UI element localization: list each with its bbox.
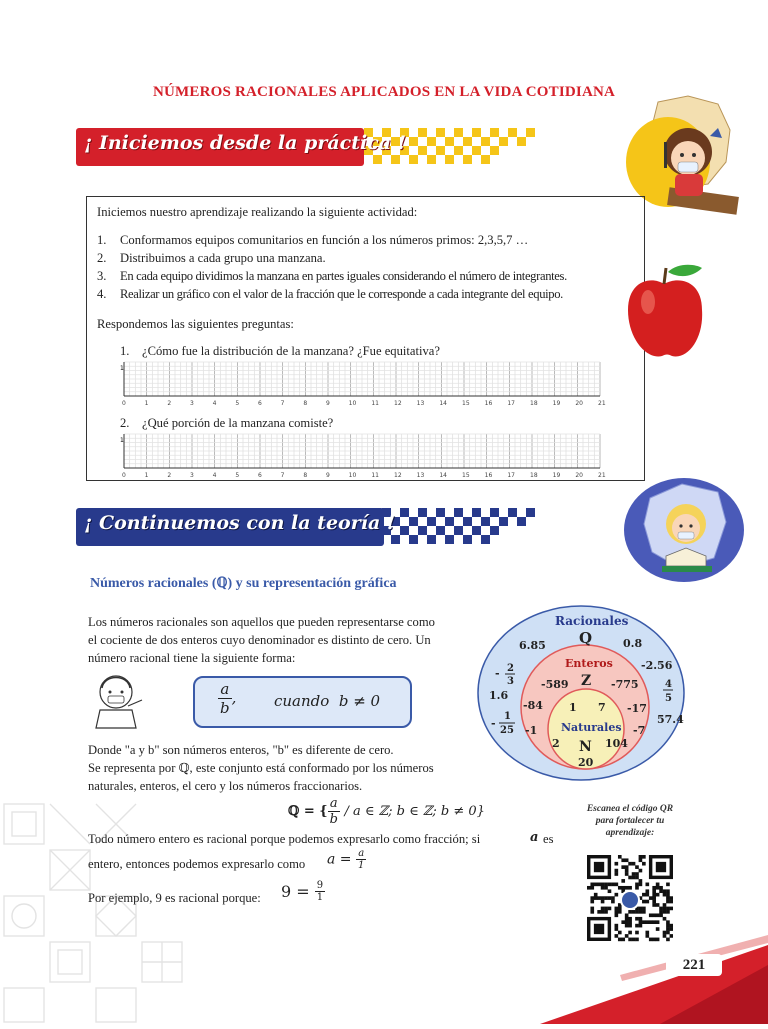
ruler-tick-label: 12 xyxy=(394,472,402,479)
step-text: Distribuimos a cada grupo una manzana. xyxy=(120,251,326,265)
venn-naturals-symbol: N xyxy=(579,739,592,755)
checker-cell xyxy=(418,155,427,164)
checker-cell xyxy=(391,155,400,164)
ruler-tick-label: 1 xyxy=(144,400,149,407)
theory-paragraph-line: Los números racionales son aquellos que pueden representarse como xyxy=(88,615,435,629)
decorative-pattern xyxy=(0,800,190,1024)
venn-value: 6.85 xyxy=(519,639,546,652)
checker-cell xyxy=(454,146,463,155)
venn-integers-symbol: Z xyxy=(581,673,592,689)
venn-naturals-label: Naturales xyxy=(561,721,622,734)
checker-cell xyxy=(454,155,463,164)
checker-cell xyxy=(463,137,472,146)
checker-cell xyxy=(436,535,445,544)
checker-cell xyxy=(472,535,481,544)
checker-cell xyxy=(454,535,463,544)
checker-cell xyxy=(499,517,508,526)
checker-cell xyxy=(409,526,418,535)
ruler-tick-label: 19 xyxy=(552,472,561,479)
ruler-tick-label: 15 xyxy=(462,472,470,479)
step-num: 1. xyxy=(97,233,107,247)
ruler-tick-label: 0 xyxy=(122,472,126,479)
respond-text: Respondemos las siguientes preguntas: xyxy=(97,317,294,331)
integer-as-fraction xyxy=(327,848,366,871)
ruler-tick-label: 18 xyxy=(530,400,538,407)
venn-fraction-denominator: 5 xyxy=(665,693,672,704)
checker-cell xyxy=(472,128,481,137)
checker-cell xyxy=(427,137,436,146)
ruler-tick-label: 15 xyxy=(462,400,470,407)
checker-cell xyxy=(400,526,409,535)
checker-cell xyxy=(436,128,445,137)
checker-cell xyxy=(526,517,535,526)
theory-paragraph-line: Todo número entero es racional porque podemos expresarlo como fracción; si xyxy=(88,832,481,846)
checker-cell xyxy=(490,155,499,164)
checker-cell xyxy=(400,155,409,164)
checker-cell xyxy=(409,508,418,517)
checker-cell xyxy=(454,508,463,517)
checker-cell xyxy=(535,155,544,164)
set-definition-numerator: a xyxy=(328,796,340,812)
checker-cell xyxy=(472,508,481,517)
checker-cell xyxy=(535,517,544,526)
checker-cell xyxy=(472,517,481,526)
checker-cell xyxy=(508,508,517,517)
checker-cell xyxy=(517,146,526,155)
checker-cell xyxy=(427,517,436,526)
checker-cell xyxy=(418,128,427,137)
question-num: 2. xyxy=(120,416,130,430)
step-text: Realizar un gráfico con el valor de la fracción que le corresponde a cada integrante del equipo. xyxy=(120,287,563,301)
checker-cell xyxy=(427,535,436,544)
ruler-tick-label: 12 xyxy=(394,400,402,407)
checker-cell xyxy=(445,526,454,535)
ruler-tick-label: 3 xyxy=(190,472,194,479)
ruler-tick-label: 18 xyxy=(530,472,538,479)
theory-paragraph-line: el cociente de dos enteros cuyo denominador es distinto de cero. Un xyxy=(88,633,431,647)
checker-cell xyxy=(508,517,517,526)
example-equation-denominator: 1 xyxy=(316,892,324,903)
theory-paragraph-line: número racional tiene la siguiente forma: xyxy=(88,651,296,665)
venn-value: 57.4 xyxy=(657,713,684,726)
checker-cell xyxy=(490,526,499,535)
checker-cell xyxy=(481,137,490,146)
checker-cell xyxy=(490,508,499,517)
ruler-tick-label: 5 xyxy=(235,400,240,407)
ruler-y-label: 1 xyxy=(120,437,124,444)
theory-paragraph-line: Se representa por ℚ, este conjunto está conformado por los números xyxy=(88,761,434,775)
checker-cell xyxy=(481,535,490,544)
ruler-tick-label: 14 xyxy=(439,400,447,407)
checker-cell xyxy=(409,517,418,526)
page-number: 221 xyxy=(666,954,722,976)
rational-form-comma: , xyxy=(231,688,237,707)
checker-cell xyxy=(445,155,454,164)
step-num: 3. xyxy=(97,269,107,283)
integer-as-fraction-lhs: a = xyxy=(327,851,352,868)
venn-value: 7 xyxy=(598,701,606,714)
theory-heading: Números racionales (ℚ) y su representación gráfica xyxy=(90,576,397,591)
checker-cell xyxy=(463,128,472,137)
checker-cell xyxy=(463,526,472,535)
checker-cell xyxy=(490,146,499,155)
set-definition-rhs: / a ∈ ℤ; b ∈ ℤ; b ≠ 0} xyxy=(344,804,485,819)
checker-cell xyxy=(526,137,535,146)
checker-cell xyxy=(535,128,544,137)
checker-cell xyxy=(481,146,490,155)
checker-cell xyxy=(418,137,427,146)
ruler-tick-label: 11 xyxy=(371,400,379,407)
checker-cell xyxy=(499,128,508,137)
ruler-tick-label: 11 xyxy=(371,472,379,479)
step-text: Conformamos equipos comunitarios en función a los números primos: 2,3,5,7 … xyxy=(120,233,529,247)
checker-cell xyxy=(436,137,445,146)
checker-cell xyxy=(508,155,517,164)
checker-cell xyxy=(508,137,517,146)
checker-cell xyxy=(382,155,391,164)
ruler-tick-label: 16 xyxy=(484,472,493,479)
set-definition xyxy=(288,796,485,827)
checker-cell xyxy=(436,155,445,164)
checker-cell xyxy=(445,535,454,544)
checker-cell xyxy=(400,535,409,544)
rational-form-denominator: b xyxy=(220,699,230,717)
checker-cell xyxy=(535,535,544,544)
checker-cell xyxy=(499,508,508,517)
checker-cell xyxy=(508,535,517,544)
venn-value: 1.6 xyxy=(489,689,509,702)
apple-illustration xyxy=(622,262,708,362)
checker-cell xyxy=(481,508,490,517)
rational-form-numerator: a xyxy=(218,680,232,699)
ruler-tick-label: 21 xyxy=(598,472,606,479)
checker-cell xyxy=(499,526,508,535)
ruler-tick-label: 20 xyxy=(575,472,583,479)
checker-cell xyxy=(409,146,418,155)
checker-cell xyxy=(463,146,472,155)
banner-theory-text: ¡ Continuemos con la teoría ! xyxy=(84,512,396,534)
checker-cell xyxy=(508,146,517,155)
checker-cell xyxy=(427,146,436,155)
checker-cell xyxy=(463,155,472,164)
girl-reading-illustration xyxy=(622,474,746,586)
ruler-tick-label: 1 xyxy=(144,472,149,479)
checker-cell xyxy=(517,128,526,137)
venn-rationals-label: Racionales xyxy=(555,614,629,628)
venn-value: 0.8 xyxy=(623,637,643,650)
checker-cell xyxy=(382,535,391,544)
venn-value: -2.56 xyxy=(641,659,673,672)
theory-paragraph-line: naturales, enteros, el cero y los números fraccionarios. xyxy=(88,779,363,793)
venn-fraction-denominator: 3 xyxy=(507,676,514,687)
checker-cell xyxy=(490,137,499,146)
example-equation-numerator: 9 xyxy=(316,880,324,891)
checker-cell xyxy=(418,526,427,535)
venn-value: 2 xyxy=(552,737,560,750)
example-equation xyxy=(281,880,325,903)
checker-cell xyxy=(373,155,382,164)
checker-cell xyxy=(445,137,454,146)
checker-cell xyxy=(454,128,463,137)
theory-paragraph-line: Donde "a y b" son números enteros, "b" es diferente de cero. xyxy=(88,743,394,757)
ruler-tick-label: 6 xyxy=(258,472,262,479)
venn-fraction-sign: - xyxy=(491,717,496,730)
venn-integers-label: Enteros xyxy=(565,657,613,670)
venn-value: 104 xyxy=(605,737,628,750)
checker-cell xyxy=(409,128,418,137)
checker-cell xyxy=(427,155,436,164)
question-text: ¿Qué porción de la manzana comiste? xyxy=(142,416,334,430)
rational-form xyxy=(218,680,236,717)
checker-cell xyxy=(427,508,436,517)
banner-theory xyxy=(76,508,536,546)
banner-practice-text: ¡ Iniciemos desde la práctica ! xyxy=(84,132,407,154)
ruler-tick-label: 0 xyxy=(122,400,126,407)
checker-cell xyxy=(490,128,499,137)
venn-value: -84 xyxy=(523,699,543,712)
checker-cell xyxy=(499,535,508,544)
checker-cell xyxy=(517,137,526,146)
ruler-tick-label: 20 xyxy=(575,400,583,407)
venn-value: -589 xyxy=(541,678,569,691)
checker-cell xyxy=(472,146,481,155)
ruler-tick-label: 21 xyxy=(598,400,606,407)
ruler-tick-label: 14 xyxy=(439,472,447,479)
checker-cell xyxy=(445,146,454,155)
activity-intro: Iniciemos nuestro aprendizaje realizando la siguiente actividad: xyxy=(97,205,418,219)
checker-cell xyxy=(463,517,472,526)
venn-value: -775 xyxy=(611,678,639,691)
venn-fraction-numerator: 1 xyxy=(504,711,511,722)
venn-value: 1 xyxy=(569,701,577,714)
venn-rationals-symbol: Q xyxy=(579,629,593,647)
checker-cell xyxy=(418,517,427,526)
checker-cell xyxy=(463,535,472,544)
checker-cell xyxy=(490,535,499,544)
integer-variable: a xyxy=(530,830,539,845)
integer-as-fraction-denominator: 1 xyxy=(357,860,365,871)
venn-fraction-sign: - xyxy=(495,667,500,680)
checker-cell xyxy=(499,146,508,155)
checker-cell xyxy=(517,517,526,526)
checker-cell xyxy=(499,155,508,164)
ruler-tick-label: 17 xyxy=(507,400,515,407)
ruler-tick-label: 17 xyxy=(507,472,515,479)
checker-cell xyxy=(481,155,490,164)
checker-cell xyxy=(472,526,481,535)
checker-cell xyxy=(526,155,535,164)
ruler-tick-label: 16 xyxy=(484,400,493,407)
page-corner-decoration xyxy=(500,935,768,1024)
checker-cell xyxy=(427,526,436,535)
venn-value: 20 xyxy=(578,756,594,769)
checker-cell xyxy=(436,508,445,517)
checker-cell xyxy=(481,526,490,535)
checker-cell xyxy=(481,128,490,137)
checker-cell xyxy=(409,535,418,544)
checker-cell xyxy=(526,508,535,517)
example-equation-lhs: 9 = xyxy=(281,882,310,901)
venn-value: -7 xyxy=(633,724,646,737)
example-text: Por ejemplo, 9 es racional porque: xyxy=(88,891,261,905)
page-title: NÚMEROS RACIONALES APLICADOS EN LA VIDA COTIDIANA xyxy=(152,84,616,100)
checker-cell xyxy=(400,508,409,517)
checker-cell xyxy=(526,535,535,544)
checker-cell xyxy=(526,146,535,155)
ruler-tick-label: 8 xyxy=(303,400,308,407)
checker-cell xyxy=(517,508,526,517)
checker-cell xyxy=(472,137,481,146)
checker-cell xyxy=(364,155,373,164)
step-num: 4. xyxy=(97,287,107,301)
checker-cell xyxy=(436,526,445,535)
checker-cell xyxy=(508,526,517,535)
ruler-tick-label: 2 xyxy=(167,472,172,479)
qr-label: Escanea el código QR para fortalecer tu aprendizaje: xyxy=(586,804,674,838)
ruler-tick-label: 3 xyxy=(190,400,194,407)
checker-cell xyxy=(418,146,427,155)
question-text: ¿Cómo fue la distribución de la manzana? ¿Fue equitativa? xyxy=(142,344,440,358)
ruler-tick-label: 7 xyxy=(280,472,285,479)
venn-diagram xyxy=(475,603,687,783)
checker-cell xyxy=(427,128,436,137)
ruler-tick-label: 10 xyxy=(348,472,357,479)
banner-practice xyxy=(76,128,496,166)
checker-cell xyxy=(508,128,517,137)
ruler-tick-label: 5 xyxy=(235,472,240,479)
checker-cell xyxy=(445,508,454,517)
checker-cell xyxy=(517,526,526,535)
venn-fraction-numerator: 2 xyxy=(507,663,514,674)
set-definition-lhs: ℚ = { xyxy=(288,804,328,819)
ruler-tick-label: 4 xyxy=(212,472,217,479)
set-definition-denominator: b xyxy=(329,812,338,827)
checker-cell xyxy=(454,517,463,526)
ruler-tick-label: 4 xyxy=(212,400,217,407)
question-num: 1. xyxy=(120,344,130,358)
ruler-y-label: 1 xyxy=(120,365,124,372)
checker-cell xyxy=(463,508,472,517)
answer-grid-2 xyxy=(120,432,610,482)
ruler-tick-label: 10 xyxy=(348,400,357,407)
ruler-tick-label: 2 xyxy=(167,400,172,407)
step-num: 2. xyxy=(97,251,107,265)
theory-paragraph-word: es xyxy=(543,832,554,846)
rational-form-condition: cuando b ≠ 0 xyxy=(274,692,381,710)
ruler-tick-label: 19 xyxy=(552,400,561,407)
checker-cell xyxy=(490,517,499,526)
checker-cell xyxy=(526,128,535,137)
checker-cell xyxy=(481,517,490,526)
venn-fraction-denominator: 25 xyxy=(500,725,514,736)
checker-cell xyxy=(535,508,544,517)
ruler-tick-label: 9 xyxy=(326,400,330,407)
ruler-tick-label: 6 xyxy=(258,400,262,407)
kid-thinking-illustration xyxy=(88,670,148,732)
checker-cell xyxy=(409,137,418,146)
venn-fraction-numerator: 4 xyxy=(665,679,672,690)
venn-value: -17 xyxy=(627,702,647,715)
ruler-tick-label: 8 xyxy=(303,472,308,479)
checker-cell xyxy=(391,535,400,544)
venn-value: -1 xyxy=(525,724,538,737)
checker-cell xyxy=(517,155,526,164)
ruler-tick-label: 13 xyxy=(416,400,425,407)
checker-cell xyxy=(454,526,463,535)
checker-cell xyxy=(517,535,526,544)
ruler-tick-label: 9 xyxy=(326,472,330,479)
checker-cell xyxy=(535,137,544,146)
ruler-tick-label: 7 xyxy=(280,400,285,407)
checker-cell xyxy=(418,535,427,544)
checker-cell xyxy=(418,508,427,517)
checker-cell xyxy=(454,137,463,146)
checker-cell xyxy=(526,526,535,535)
checker-cell xyxy=(499,137,508,146)
banner-theory-checker xyxy=(382,508,544,544)
checker-cell xyxy=(472,155,481,164)
theory-paragraph-line: entero, entonces podemos expresarlo como xyxy=(88,857,306,871)
checker-cell xyxy=(400,517,409,526)
checker-cell xyxy=(535,146,544,155)
ruler-tick-label: 13 xyxy=(416,472,425,479)
qr-code[interactable] xyxy=(587,855,673,945)
checker-cell xyxy=(445,517,454,526)
checker-cell xyxy=(535,526,544,535)
step-text: En cada equipo dividimos la manzana en partes iguales considerando el número de integrantes. xyxy=(120,269,567,283)
integer-as-fraction-numerator: a xyxy=(356,848,366,860)
answer-grid-1 xyxy=(120,360,610,410)
checker-cell xyxy=(436,517,445,526)
checker-cell xyxy=(436,146,445,155)
checker-cell xyxy=(445,128,454,137)
checker-cell xyxy=(409,155,418,164)
